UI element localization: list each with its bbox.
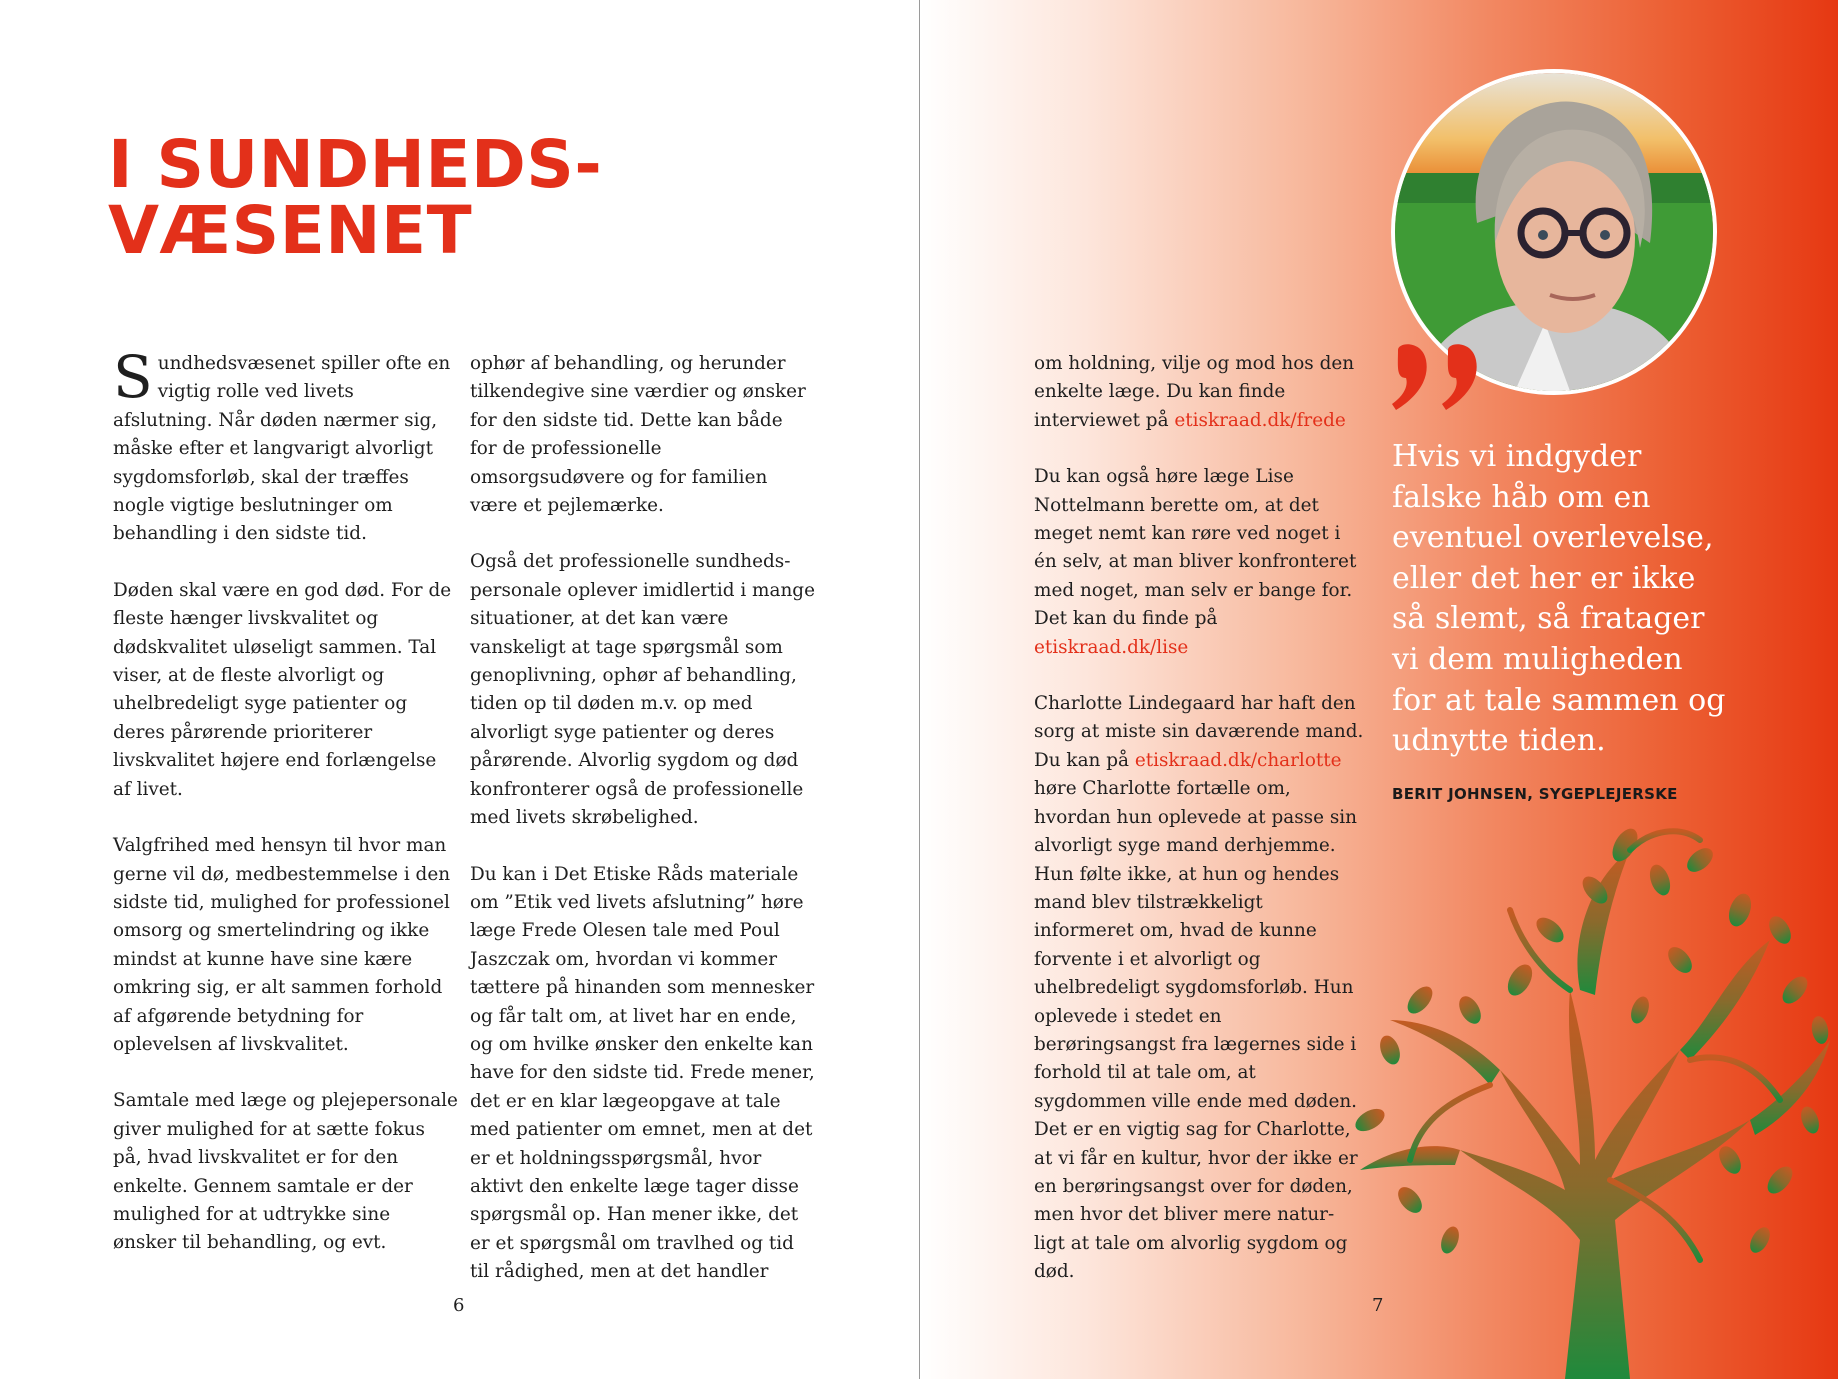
drop-cap: S bbox=[113, 343, 153, 411]
link-frede[interactable]: etiskraad.dk/frede bbox=[1174, 409, 1346, 431]
quote-attribution: BERIT JOHNSEN, SYGEPLEJERSKE bbox=[1392, 785, 1678, 803]
page-number-left: 6 bbox=[453, 1295, 465, 1316]
paragraph: ophør af behandling, og herunder tilkendegive sine værdier og ønsker for den sidste tid. Dette kan både for de professionelle omsorgsudøvere og for familien være et pejlemærke. bbox=[470, 353, 806, 517]
paragraph: Døden skal være en god død. For de fleste hænger livskvalitet og dødskvalitet uløseligt sammen. Tal viser, at de fleste alvorligt og uhelbredeligt syge patienter og deres pårørende prioriterer livskvalitet højere end forlængelse af livet. bbox=[113, 579, 452, 800]
page-number-right: 7 bbox=[1372, 1295, 1384, 1316]
paragraph: Du kan i Det Etiske Råds materiale om ”Etik ved livets afslutning” høre læge Frede Olesen tale med Poul Jaszczak om, hvordan vi kommer tættere på hinanden som mennesker og får talt om, at livet har en ende, og om hvilke ønsker den enkelte kan have for den sidste tid. Frede mener, det er en klar lægeopgave at tale med patienter om emnet, men at det er et holdningsspørgsmål, hvor aktivt den enkelte læge tager disse spørgsmål op. Han mener ikke, det er et spørgsmål om travlhed og tid til rådighed, men at det handler bbox=[470, 863, 815, 1283]
tree-illustration bbox=[1350, 820, 1838, 1379]
page-title bbox=[108, 126, 603, 269]
paragraph: om holdning, vilje og mod hos den enkelte læge. Du kan finde interviewet på etiskraad.dk/frede bbox=[1034, 353, 1355, 431]
paragraph: Valgfrihed med hensyn til hvor man gerne vil dø, medbestemmelse i den sidste tid, mulighed for professionel omsorg og smertelindring og ikke mindst at kunne have sine kære omkring sig, er alt sammen forhold af afgørende betydning for oplevelsen af livskvalitet. bbox=[113, 835, 451, 1055]
paragraph-text: undhedsvæsenet spiller ofte en vigtig rolle ved livets afslutning. Når døden nærmer sig, måske efter et langvarigt alvorligt sygdomsforløb, skal der træffes nogle vigtige beslutninger om behandling i den sidste tid. bbox=[113, 353, 451, 545]
text-column-3 bbox=[1034, 350, 1364, 1315]
link-charlotte[interactable]: etiskraad.dk/charlotte bbox=[1134, 749, 1342, 771]
pull-quote: Hvis vi indgyder falske håb om en eventuel overlevelse, eller det her er ikke så slemt, så fratager vi dem muligheden for at tale sammen og udnytte tiden. bbox=[1392, 439, 1726, 759]
paragraph: Du kan også høre læge Lise Nottelmann berette om, at det meget nemt kan røre ved noget i én selv, at man bliver konfronteret med noget, man selv er bange for. Det kan du finde på etiskraad.dk/lise bbox=[1034, 466, 1357, 658]
link-lise[interactable]: etiskraad.dk/lise bbox=[1034, 636, 1189, 658]
text-column-2 bbox=[470, 350, 815, 1315]
quote-mark-icon bbox=[1390, 340, 1490, 430]
paragraph: Samtale med læge og plejepersonale giver mulighed for at sætte fokus på, hvad livskvalitet er for den enkelte. Gennem samtale er der mulighed for at udtrykke sine ønsker til behandling, og evt. bbox=[113, 1090, 458, 1254]
text-column-1 bbox=[113, 343, 458, 1286]
paragraph: Også det professionelle sundheds- personale oplever imidlertid i mange situationer, at det kan være vanskeligt at tage spørgsmål som genoplivning, ophør af behandling, tiden op til døden m.v. op med alvorligt syge patienter og deres pårørende. Alvorlig sygdom og død konfronterer også de professionelle med livets skrøbelighed. bbox=[470, 551, 815, 829]
paragraph bbox=[113, 343, 458, 549]
paragraph: Charlotte Lindegaard har haft den sorg at miste sin daværende mand. Du kan på etiskraad.dk/charlotte høre Charlotte fortælle om, hvordan hun oplevede at passe sin alvorligt syge mand derhjemme. Hun følte ikke, at hun og hendes mand blev tilstrækkeligt informeret om, hvad de kunne forvente i et alvorligt og uhelbredeligt sygdomsforløb. Hun oplevede i stedet en berøringsangst fra lægernes side i forhold til at tale om, at sygdommen ville ende med døden. Det er en vigtig sag for Charlotte, at vi får en kultur, hvor der ikke er en berøringsangst over for døden, men hvor det bliver mere natur- ligt at tale om alvorlig sygdom og død. bbox=[1034, 693, 1364, 1283]
title-line-2: VÆSENET bbox=[108, 192, 473, 269]
title-line-1: I SUNDHEDS- bbox=[108, 126, 603, 203]
